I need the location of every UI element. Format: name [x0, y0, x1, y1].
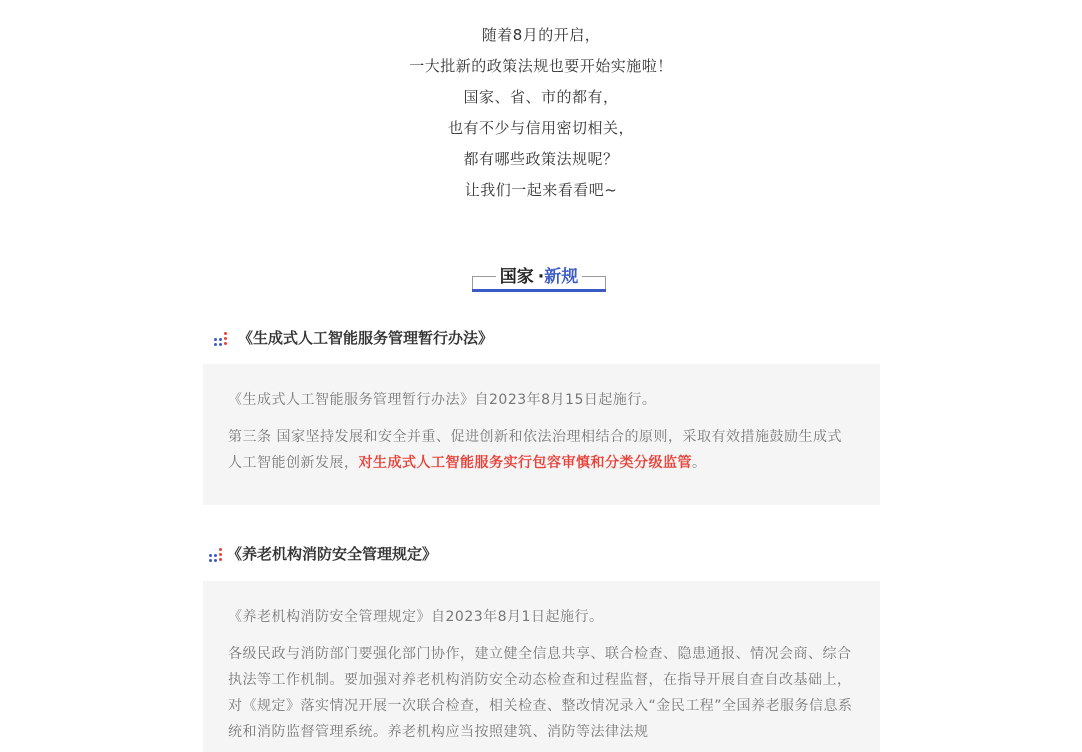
section-title-text — [472, 265, 606, 289]
law-card — [203, 581, 880, 752]
section-title-part2: 新规 — [544, 267, 582, 287]
law-body: 各级民政与消防部门要强化部门协作，建立健全信息共享、联合检查、隐患通报、情况会商、综合执法等工作机制。要加强对养老机构消防安全动态检查和过程监督，在指导开展自查自改基础上，对《规定》落实情况开展一次联合检查，相关检查、整改情况录入“金民工程”全国养老服务信息系统和消防监督管理系统。养老机构应当按照建筑、消防等法律法规 — [228, 646, 853, 740]
law-effective-date: 《养老机构消防安全管理规定》自2023年8月1日起施行。 — [228, 609, 604, 625]
intro-line: 随着8月的开启， — [481, 26, 601, 44]
dots-icon — [214, 330, 230, 346]
law-heading — [214, 327, 493, 348]
section-title — [0, 262, 1082, 294]
section-title-separator: · — [534, 267, 544, 287]
section-title-part1: 国家 — [496, 267, 534, 287]
law-body-tail: 。 — [692, 455, 707, 471]
intro-line: 都有哪些政策法规呢？ — [463, 150, 619, 168]
intro-line: 也有不少与信用密切相关， — [447, 119, 634, 137]
intro-text — [0, 20, 1082, 206]
dots-icon — [209, 546, 225, 562]
law-heading-label: 《养老机构消防安全管理规定》 — [227, 545, 438, 563]
law-effective-date: 《生成式人工智能服务管理暂行办法》自2023年8月15日起施行。 — [228, 392, 657, 408]
intro-line: 一大批新的政策法规也要开始实施啦！ — [409, 57, 673, 75]
law-heading-label: 《生成式人工智能服务管理暂行办法》 — [238, 329, 494, 347]
law-body-text: 第三条 国家坚持发展和安全并重、促进创新和依法治理相结合的原则，采取有效措施鼓励生成式人工智能创新发展， — [228, 429, 842, 471]
law-body-highlight: 对生成式人工智能服务实行包容审慎和分类分级监管 — [358, 455, 692, 471]
intro-line: 国家、省、市的都有， — [463, 88, 619, 106]
law-card — [203, 364, 880, 505]
intro-line: 让我们一起来看看吧~ — [464, 181, 618, 199]
law-heading — [209, 543, 437, 564]
law-body — [228, 424, 855, 476]
